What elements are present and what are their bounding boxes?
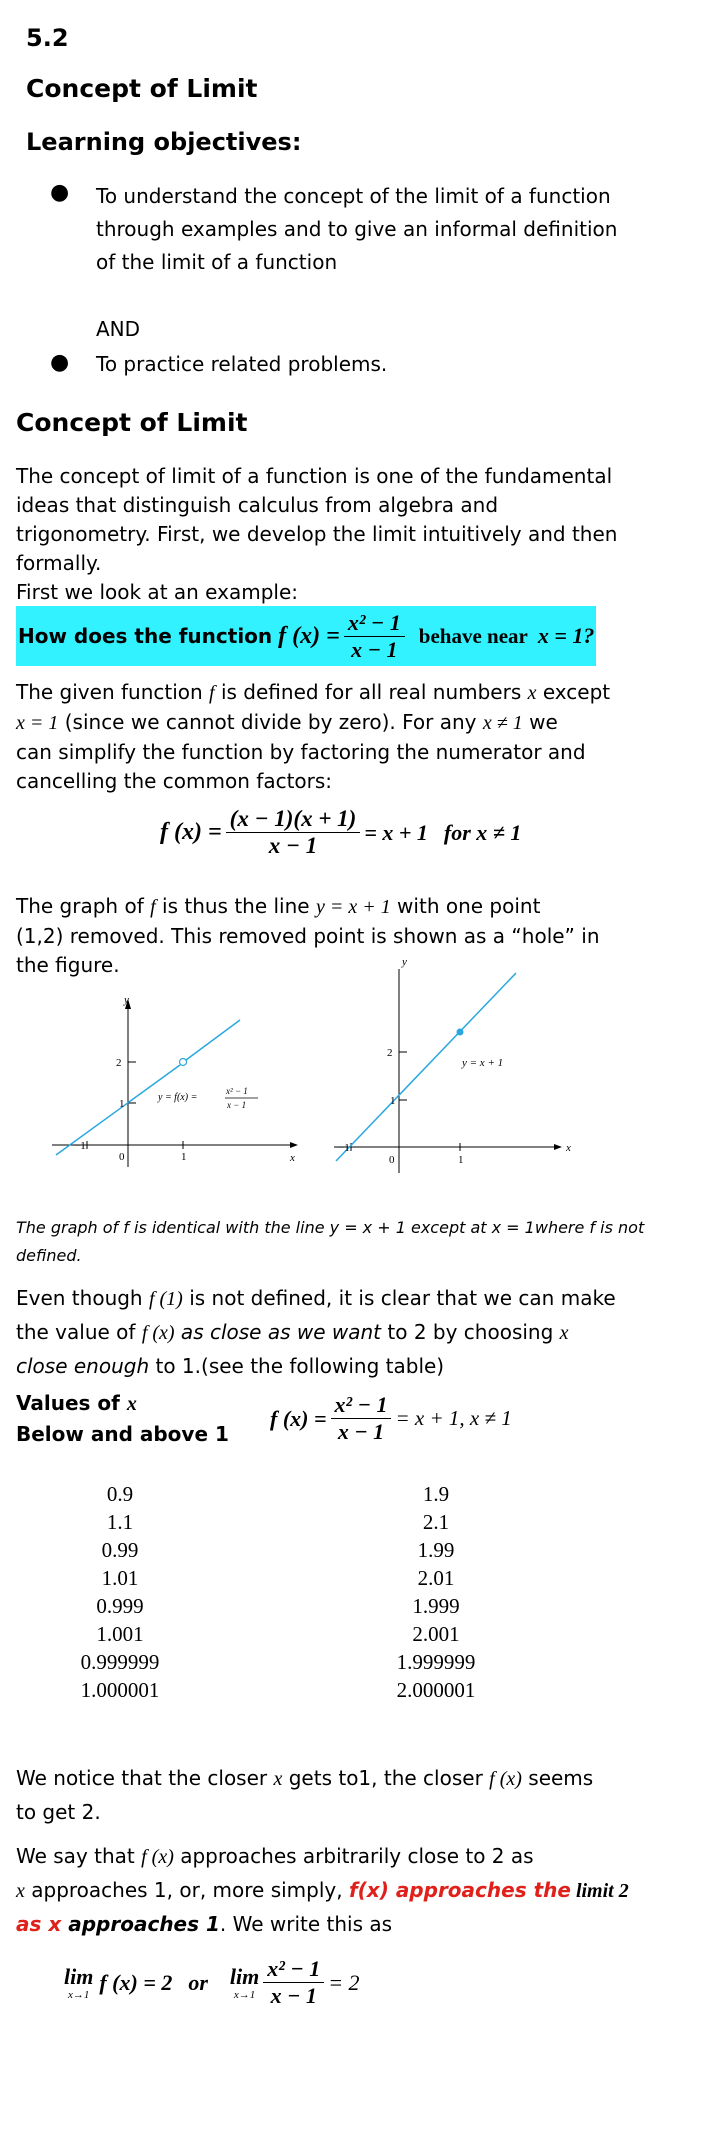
table-cell: 0.99	[101, 1538, 139, 1562]
header-rhs: = x + 1, x ≠ 1	[395, 1406, 512, 1430]
x-tick-label-1: 1	[181, 1151, 187, 1163]
question-prefix: How does the function	[18, 624, 273, 648]
text-run: to 1.(see the following table)	[149, 1354, 445, 1378]
table-cell: 2.000001	[396, 1678, 476, 1702]
objective-1	[96, 180, 617, 279]
math-x: x	[559, 1322, 569, 1344]
question-condition: x = 1?	[537, 623, 595, 648]
text-run-italic: as close as we want	[174, 1320, 382, 1344]
header-denominator: x − 1	[337, 1419, 385, 1444]
explanation-line: can simplify the function by factoring the numerator and	[16, 740, 586, 764]
graph-left-eq-den: x − 1	[227, 1100, 247, 1110]
x-values-column	[50, 1480, 190, 1704]
math-line-eq: y = x + 1	[315, 896, 391, 918]
table-cell: 1.99	[417, 1538, 455, 1562]
header-fraction	[331, 1392, 392, 1445]
math-x: x	[273, 1768, 283, 1790]
intro-line: ideas that distinguish calculus from algebra and	[16, 493, 499, 517]
x-axis-arrow	[290, 1142, 298, 1148]
graph-description-line: (1,2) removed. This removed point is shown as a “hole” in	[16, 924, 600, 948]
table-cell: 1.001	[96, 1622, 144, 1646]
question	[18, 606, 594, 666]
objective-1-line: of the limit of a function	[96, 250, 338, 274]
limit-expression-1: f (x) = 2	[99, 1969, 173, 1995]
table-cell: 1.01	[101, 1566, 139, 1590]
table-cell: 2.001	[412, 1622, 460, 1646]
table-cell: 1.1	[106, 1510, 134, 1534]
math-x-eq-1: x = 1	[16, 712, 59, 734]
bullet-dot: ●	[50, 180, 70, 205]
formula-qualifier: for x ≠ 1	[443, 819, 522, 845]
section-number: 5.2	[26, 24, 69, 52]
intro-line: First we look at an example:	[16, 580, 299, 604]
objective-2: To practice related problems.	[96, 352, 388, 376]
text-run: except	[536, 680, 611, 704]
limit-rhs: = 2	[328, 1969, 360, 1995]
question-fname: f (x) =	[278, 622, 340, 649]
objective-connector: AND	[96, 317, 141, 341]
x-axis-arrow	[554, 1144, 562, 1150]
intro-line: formally.	[16, 551, 102, 575]
objective-1-line: through examples and to give an informal definition	[96, 217, 618, 241]
function-line-right	[186, 1020, 240, 1060]
math-fx: f (x)	[141, 1846, 174, 1868]
graph-line	[326, 945, 586, 1175]
limit-or: or	[188, 1969, 208, 1995]
point-1-2	[457, 1029, 464, 1036]
text-run: (since we cannot divide by zero). For any	[58, 710, 483, 734]
table-cell: 1.9	[422, 1482, 450, 1506]
math-x-neq-1: x ≠ 1	[482, 712, 523, 734]
table-cell: 0.999999	[80, 1650, 160, 1674]
text-run: Below and above 1	[16, 1422, 229, 1446]
text-run: is not defined, it is clear that we can make	[182, 1286, 616, 1310]
formula-numerator: (x − 1)(x + 1)	[226, 806, 361, 833]
caption-line: defined.	[16, 1246, 82, 1265]
question-numerator: x² − 1	[344, 610, 405, 637]
bullet-dot: ●	[50, 350, 70, 375]
y-axis-label: y	[402, 956, 407, 968]
formula-lhs: f (x) =	[160, 819, 222, 845]
table-cell: 0.999	[96, 1594, 144, 1618]
x-tick-label-1: 1	[458, 1154, 464, 1166]
y-tick-label-2: 2	[116, 1057, 122, 1069]
text-run: we	[522, 710, 558, 734]
limit-fraction	[263, 1956, 324, 2009]
y-tick-label-2: 2	[387, 1047, 393, 1059]
lim-subscript: x→1	[67, 1989, 90, 2001]
text-run-red: f(x) approaches the	[348, 1878, 571, 1902]
table-left-header	[16, 1388, 229, 1449]
text-run-bold: approaches 1	[61, 1912, 220, 1936]
graph-with-hole	[40, 985, 300, 1175]
x-tick-label-neg1: −1	[338, 1142, 350, 1154]
table-cell: 2.1	[422, 1510, 450, 1534]
y-tick-label-1: 1	[390, 1095, 396, 1107]
header-numerator: x² − 1	[331, 1392, 392, 1419]
graph-right-eq: y = x + 1	[462, 1057, 504, 1069]
table-cell: 0.9	[106, 1482, 134, 1506]
header-lhs: f (x) =	[270, 1405, 327, 1431]
concept-heading: Concept of Limit	[16, 408, 248, 437]
math-fx: f (x)	[489, 1768, 522, 1790]
text-run: . We write this as	[219, 1912, 393, 1936]
x-tick-label-0: 0	[119, 1151, 125, 1163]
intro-paragraph	[16, 462, 676, 607]
text-run: Even though	[16, 1286, 149, 1310]
caption-line: The graph of f is identical with the line y = x + 1 except at x = 1where f is not	[16, 1218, 645, 1237]
graph-left-eq-num: x² − 1	[226, 1086, 248, 1096]
graph-left-eq-prefix: y = f(x) =	[158, 1092, 198, 1103]
explanation-line: cancelling the common factors:	[16, 769, 333, 793]
text-run: We notice that the closer	[16, 1766, 274, 1790]
figure-caption	[16, 1214, 706, 1270]
closeness-paragraph	[16, 1282, 706, 1383]
intro-line: trigonometry. First, we develop the limit intuitively and then	[16, 522, 618, 546]
text-run: gets to1, the closer	[282, 1766, 490, 1790]
section-title: Concept of Limit	[26, 74, 258, 103]
learning-objectives-heading: Learning objectives:	[26, 128, 302, 156]
limit-formula	[64, 1956, 360, 2009]
text-run: approaches arbitrarily close to 2 as	[173, 1844, 534, 1868]
x-tick-label-0: 0	[389, 1154, 395, 1166]
text-run: The given function	[16, 680, 210, 704]
f-values-column	[366, 1480, 506, 1704]
math-x: x	[527, 682, 537, 704]
hole-point	[180, 1059, 187, 1066]
lim-text: lim	[64, 1964, 94, 1989]
text-run-italic: close enough	[16, 1354, 150, 1378]
x-axis-label: x	[290, 1152, 295, 1164]
table-cell: 1.999999	[396, 1650, 476, 1674]
math-f: f	[150, 896, 156, 918]
graph-description-line: the figure.	[16, 953, 120, 977]
text-run: The graph of	[16, 894, 151, 918]
table-right-header	[270, 1392, 512, 1445]
text-run-red: as x	[16, 1912, 62, 1936]
text-run: approaches 1, or, more simply,	[24, 1878, 349, 1902]
math-x: x	[126, 1393, 137, 1415]
text-run: Values of	[16, 1391, 127, 1415]
notice-line: to get 2.	[16, 1800, 101, 1824]
notice-paragraph	[16, 1762, 706, 1829]
table-cell: 1.999	[412, 1594, 460, 1618]
question-denominator: x − 1	[351, 636, 398, 662]
table-cell: 1.000001	[80, 1678, 160, 1702]
question-middle: behave near	[418, 623, 528, 648]
y-axis-label: y	[124, 994, 129, 1006]
text-run: We say that	[16, 1844, 142, 1868]
limit-operator	[64, 1964, 93, 2001]
intro-line: The concept of limit of a function is one of the fundamental	[16, 464, 613, 488]
math-f: f	[209, 682, 215, 704]
lim-subscript: x→1	[233, 1989, 256, 2001]
text-run: with one point	[390, 894, 541, 918]
say-paragraph	[16, 1840, 706, 1941]
formula-rhs: = x + 1	[364, 819, 428, 845]
math-fx: f (x)	[141, 1322, 175, 1344]
text-run-bold: limit 2	[570, 1880, 629, 1902]
text-run: the value of	[16, 1320, 142, 1344]
x-axis-label: x	[566, 1142, 571, 1154]
limit-denominator: x − 1	[270, 1983, 317, 2008]
math-f1: f (1)	[148, 1288, 183, 1310]
limit-numerator: x² − 1	[263, 1956, 324, 1983]
text-run: seems	[521, 1766, 594, 1790]
question-fraction	[344, 610, 405, 663]
simplified-formula	[160, 806, 521, 859]
formula-fraction	[226, 806, 361, 859]
text-run: to 2 by choosing	[381, 1320, 560, 1344]
x-tick-label-neg1: −1	[74, 1140, 86, 1152]
y-tick-label-1: 1	[119, 1098, 125, 1110]
text-run: is thus the line	[155, 894, 316, 918]
math-x: x	[16, 1880, 25, 1902]
table-cell: 2.01	[417, 1566, 455, 1590]
lim-text: lim	[229, 1964, 260, 1989]
objective-1-line: To understand the concept of the limit of a function	[96, 184, 611, 208]
formula-denominator: x − 1	[268, 833, 318, 858]
explanation-paragraph	[16, 678, 696, 796]
limit-operator	[230, 1964, 259, 2001]
text-run: is defined for all real numbers	[214, 680, 528, 704]
